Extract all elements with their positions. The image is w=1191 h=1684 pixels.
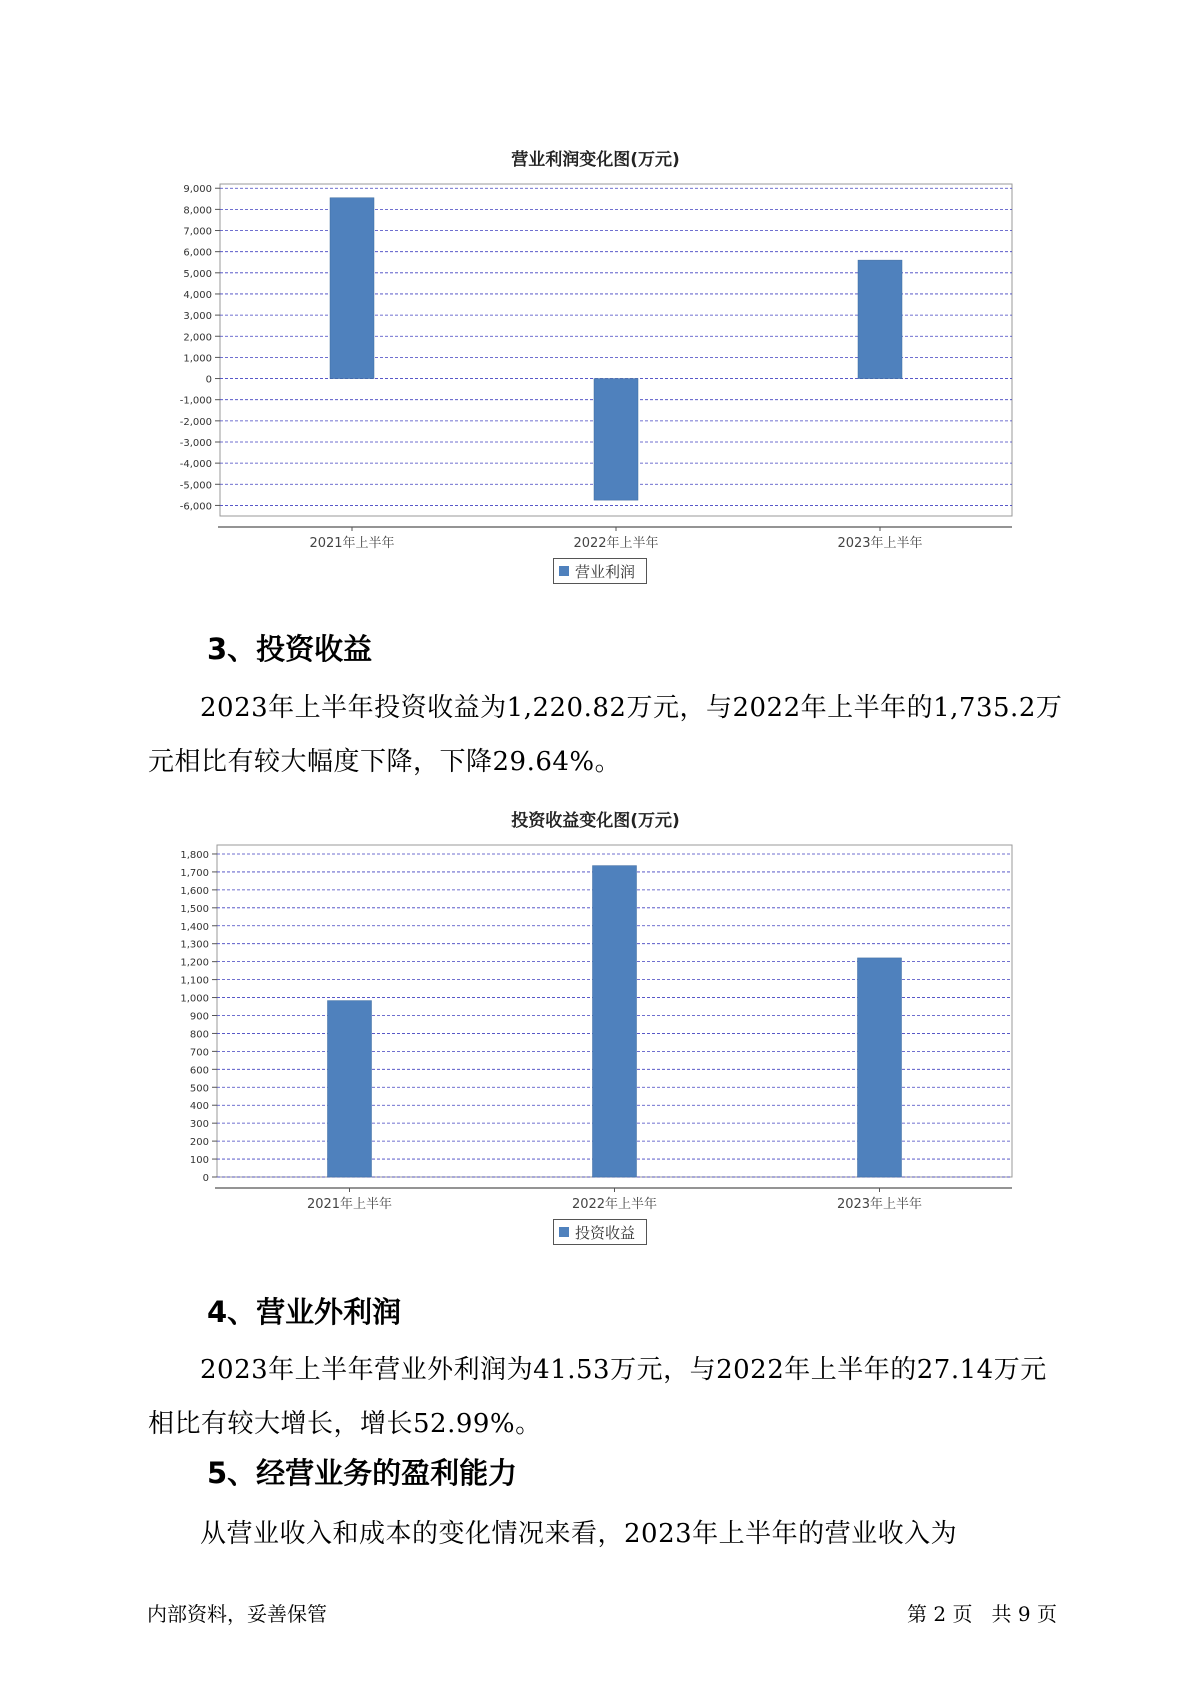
y-tick-label: 4,000 xyxy=(183,289,212,301)
y-tick-label: 1,100 xyxy=(180,975,209,987)
y-tick-label: 0 xyxy=(205,374,212,386)
y-tick-label: 8,000 xyxy=(183,205,212,217)
footer-right: 第 2 页 共 9 页 xyxy=(907,1602,1057,1626)
legend-swatch xyxy=(559,1227,569,1237)
chart1-title: 营业利润变化图(万元) xyxy=(511,150,680,170)
y-tick-label: 300 xyxy=(189,1119,209,1131)
y-tick-label: 600 xyxy=(189,1065,209,1077)
y-tick-label: 700 xyxy=(189,1047,209,1059)
y-tick-label: 800 xyxy=(189,1029,209,1041)
section-3-heading: 3、投资收益 xyxy=(207,632,373,666)
y-tick-label: -3,000 xyxy=(179,437,212,449)
bar xyxy=(858,958,902,1177)
y-tick-label: 1,000 xyxy=(180,993,209,1005)
y-tick-label: 3,000 xyxy=(183,311,212,323)
y-tick-label: 1,500 xyxy=(180,903,209,915)
y-tick-label: 400 xyxy=(189,1101,209,1113)
y-tick-label: 200 xyxy=(189,1137,209,1149)
y-tick-label: 1,400 xyxy=(180,921,209,933)
y-tick-label: 7,000 xyxy=(183,226,212,238)
x-tick-label: 2022年上半年 xyxy=(573,536,659,551)
chart2-title: 投资收益变化图(万元) xyxy=(511,811,680,831)
y-tick-label: -1,000 xyxy=(179,395,212,407)
bar xyxy=(328,1001,372,1177)
x-tick-label: 2021年上半年 xyxy=(306,1197,393,1212)
section-4-heading: 4、营业外利润 xyxy=(207,1295,402,1329)
y-tick-label: -6,000 xyxy=(179,501,212,513)
chart1-legend-label: 营业利润 xyxy=(575,562,636,581)
section-5-paragraph: 从营业收入和成本的变化情况来看，2023年上半年的营业收入为 xyxy=(200,1519,958,1549)
bar xyxy=(593,866,637,1177)
section-3-paragraph: 2023年上半年投资收益为1,220.82万元，与2022年上半年的1,735.2万元相比有较大幅度下降，下降29.64%。 xyxy=(148,693,1063,777)
y-tick-label: 1,000 xyxy=(183,353,212,365)
section-4-paragraph: 2023年上半年营业外利润为41.53万元，与2022年上半年的27.14万元相比有较大增长，增长52.99%。 xyxy=(148,1355,1047,1439)
chart2-legend xyxy=(553,1219,647,1245)
footer-left: 内部资料，妥善保管 xyxy=(147,1602,327,1626)
y-tick-label: -5,000 xyxy=(179,480,212,492)
x-tick-label: 2023年上半年 xyxy=(837,536,923,551)
y-tick-label: 9,000 xyxy=(183,184,212,196)
x-tick-label: 2023年上半年 xyxy=(836,1197,923,1212)
y-tick-label: 500 xyxy=(189,1083,209,1095)
y-tick-label: 1,800 xyxy=(180,849,209,861)
y-tick-label: -4,000 xyxy=(179,459,212,471)
y-tick-label: 5,000 xyxy=(183,268,212,280)
y-tick-label: 1,600 xyxy=(180,885,209,897)
y-tick-label: 900 xyxy=(189,1011,209,1023)
x-tick-label: 2022年上半年 xyxy=(571,1197,658,1212)
y-tick-label: 2,000 xyxy=(183,332,212,344)
y-tick-label: 1,700 xyxy=(180,867,209,879)
y-tick-label: 1,300 xyxy=(180,939,209,951)
x-tick-label: 2021年上半年 xyxy=(309,536,395,551)
section-5-heading: 5、经营业务的盈利能力 xyxy=(207,1456,518,1490)
y-tick-label: 6,000 xyxy=(183,247,212,259)
y-tick-label: 100 xyxy=(189,1155,209,1167)
y-tick-label: 1,200 xyxy=(180,957,209,969)
y-tick-label: 0 xyxy=(202,1173,209,1184)
y-tick-label: -2,000 xyxy=(179,416,212,428)
chart2-legend-label: 投资收益 xyxy=(575,1223,636,1242)
